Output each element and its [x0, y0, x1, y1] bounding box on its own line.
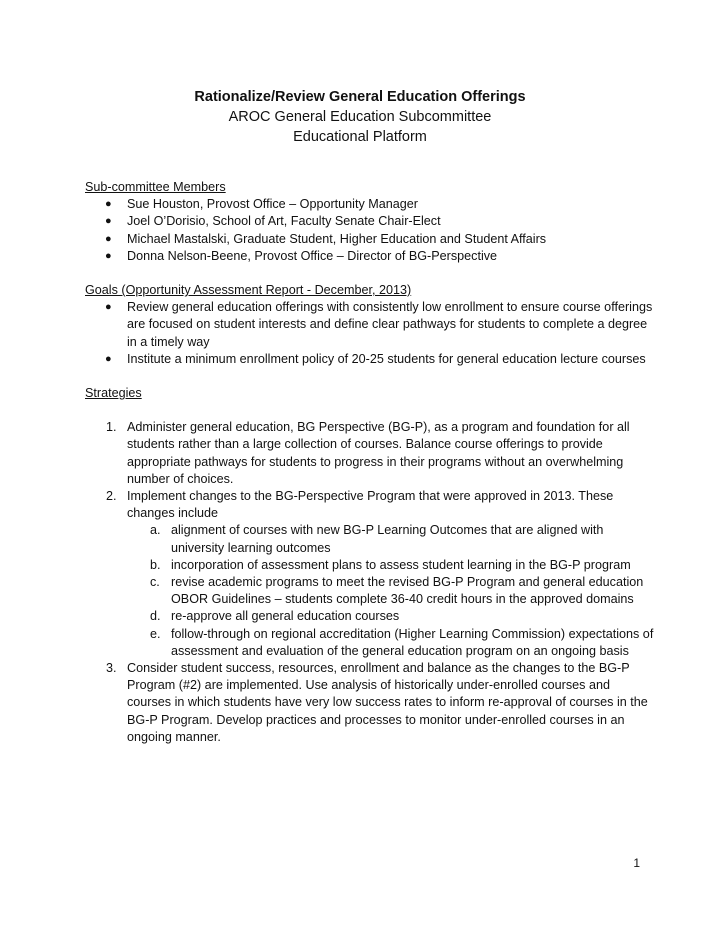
document-subtitle-2: Educational Platform	[293, 129, 427, 145]
list-letter: b.	[150, 557, 161, 572]
strategies-list	[85, 419, 655, 746]
goals-heading: Goals (Opportunity Assessment Report - December, 2013)	[85, 283, 412, 298]
document-subtitle: AROC General Education Subcommittee	[228, 109, 492, 125]
members-heading: Sub-committee Members	[85, 180, 226, 194]
strategy-sublist	[127, 522, 655, 660]
list-letter: c.	[150, 575, 160, 590]
list-item: ● Joel O’Dorisio, School of Art, Faculty Senate Chair-Elect	[85, 213, 655, 230]
list-item: ● Donna Nelson-Beene, Provost Office – Director of BG-Perspective	[85, 248, 655, 265]
sub-item: d. re-approve all general education courses	[127, 608, 655, 625]
sub-item: a. alignment of courses with new BG-P Learning Outcomes that are aligned with university learning outcomes	[150, 523, 604, 555]
strategy-item: 1. Administer general education, BG Perspective (BG-P), as a program and foundation for all students rather than a large collection of courses. Balance course offerings to provide appropriate pathways for students to progress in their programs without an overwhelming number of choices.	[106, 420, 630, 486]
bullet-icon: ●	[105, 352, 112, 365]
strategies-heading: Strategies	[85, 386, 142, 401]
document-body	[85, 179, 655, 746]
page-number: 1	[633, 856, 640, 870]
bullet-icon: ●	[105, 232, 112, 245]
title-block	[0, 87, 720, 147]
list-letter: a.	[150, 523, 161, 538]
strategy-item: 2. Implement changes to the BG-Perspective Program that were approved in 2013. These changes include a. alignment of courses with new BG-P Learning Outcomes that are aligned with university learning outcomes b. incorporation of assessment plans to assess student learning in the BG-P program c. revise academic programs to meet the revised BG-P Program and general education OBOR Guidelines – students complete 36-40 credit hours in the approved domains d. re-approve all general education courses e. follow-through on regional accreditation (Higher Learning Commission) expectations of assessment and evaluation of the general education program on an ongoing basis	[85, 488, 655, 660]
sub-item: b. incorporation of assessment plans to assess student learning in the BG-P program	[127, 557, 655, 574]
bullet-icon: ●	[105, 198, 112, 211]
strategy-item: 3. Consider student success, resources, enrollment and balance as the changes to the BG-P Program (#2) are implemented. Use analysis of historically under-enrolled courses and courses in which students have very low success rates to inform re-approval of courses in the BG-P Program. Develop practices and processes to monitor under-enrolled courses in an ongoing manner.	[106, 661, 648, 744]
bullet-icon: ●	[105, 301, 112, 314]
list-item: ● Institute a minimum enrollment policy of 20-25 students for general education lecture courses	[85, 351, 655, 368]
bullet-icon: ●	[105, 215, 112, 228]
list-number: 3.	[106, 661, 117, 676]
goals-list	[85, 299, 655, 368]
bullet-icon: ●	[105, 249, 112, 262]
list-number: 2.	[106, 489, 117, 504]
document-title: Rationalize/Review General Education Offerings	[194, 89, 526, 105]
list-item: ● Review general education offerings with consistently low enrollment to ensure course offerings are focused on student interests and define clear pathways for students to complete a degree in a timely way	[105, 300, 653, 349]
sub-item: c. revise academic programs to meet the revised BG-P Program and general education OBOR Guidelines – students complete 36-40 credit hours in the approved domains	[150, 575, 644, 607]
sub-item: e. follow-through on regional accreditation (Higher Learning Commission) expectations of assessment and evaluation of the general education program on an ongoing basis	[150, 626, 654, 658]
list-letter: e.	[150, 626, 161, 641]
list-item: ● Sue Houston, Provost Office – Opportunity Manager	[85, 196, 655, 213]
members-list	[85, 196, 655, 265]
list-letter: d.	[150, 609, 161, 624]
list-item: ● Michael Mastalski, Graduate Student, Higher Education and Student Affairs	[85, 231, 655, 248]
list-number: 1.	[106, 420, 117, 435]
